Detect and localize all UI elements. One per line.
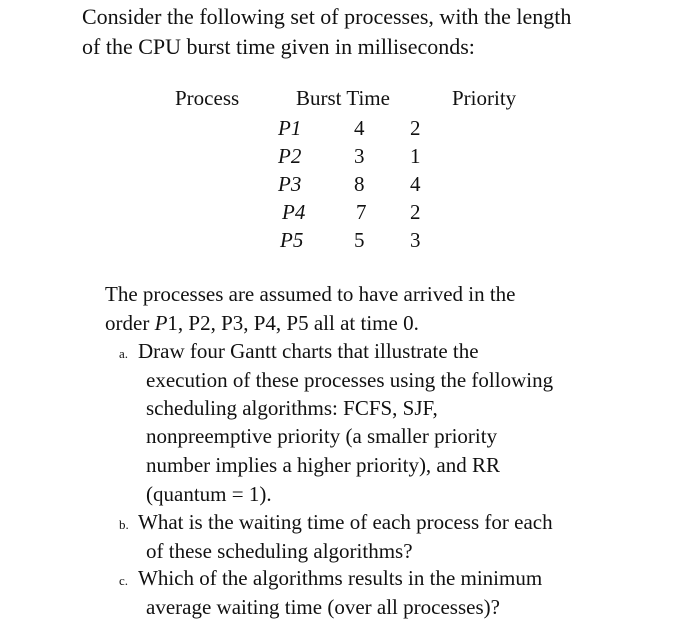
burst-value: 7 [356,200,367,224]
priority-value: 3 [410,228,421,252]
intro-line-1: Consider the following set of processes, with the length [82,4,572,29]
burst-value: 8 [354,172,365,196]
arrival-order-rest: 1, P2, P3, P4, P5 all at time 0. [167,311,419,335]
burst-value: 4 [354,116,365,140]
question-line: nonpreemptive priority (a smaller priority [146,424,498,448]
burst-value: 3 [354,144,365,168]
question-line: number implies a higher priority), and RR [146,453,501,477]
priority-value: 1 [410,144,421,168]
question-line: (quantum = 1). [146,482,272,506]
process-name: P1 [278,116,302,140]
arrival-line-2 [105,311,419,336]
question-line: execution of these processes using the following [146,368,554,392]
process-name: P4 [282,200,306,224]
header-process: Process [175,86,240,110]
arrival-order-prefix: order [105,311,155,335]
header-priority: Priority [452,86,517,110]
process-name: P3 [278,172,302,196]
process-name: P5 [280,228,304,252]
question-marker: b. [119,517,129,532]
question-line: of these scheduling algorithms? [146,539,413,563]
process-name: P2 [278,144,302,168]
question-marker: c. [119,573,129,588]
question-line: average waiting time (over all processes)? [146,595,500,619]
burst-value: 5 [354,228,365,252]
arrival-line-1: The processes are assumed to have arrived in the [105,282,516,306]
question-line: Draw four Gantt charts that illustrate the [138,339,479,363]
question-line: What is the waiting time of each process for each [138,510,553,534]
intro-line-2: of the CPU burst time given in milliseconds: [82,34,475,59]
question-line: scheduling algorithms: FCFS, SJF, [146,396,438,420]
question-line: Which of the algorithms results in the minimum [138,566,543,590]
header-burst-time: Burst Time [296,86,390,110]
arrival-order-p1: P [154,311,168,335]
priority-value: 2 [410,200,421,224]
priority-value: 2 [410,116,421,140]
priority-value: 4 [410,172,421,196]
question-marker: a. [119,346,129,361]
